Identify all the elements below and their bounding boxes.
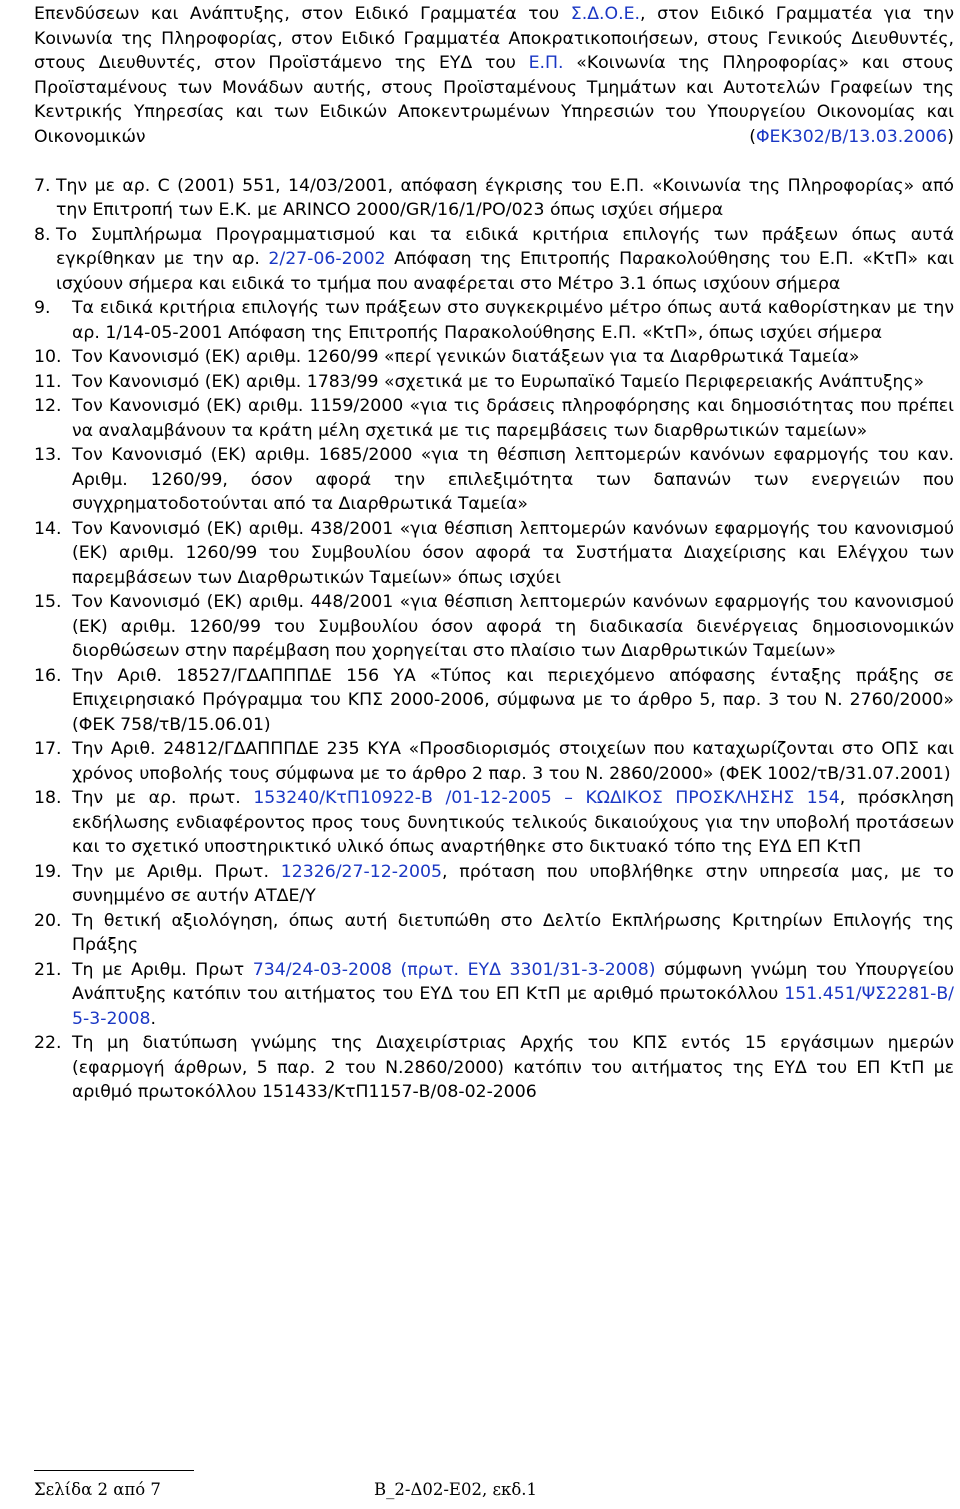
list-item-18 bbox=[34, 786, 954, 860]
item-text: Τη μη διατύπωση γνώμης της Διαχειρίστριας Αρχής του ΚΠΣ εντός 15 εργάσιμων ημερών (εφαρμογή άρθρων, 5 παρ. 2 του Ν.2860/2000) κατόπιν του αιτήματος της ΕΥΔ του ΕΠ ΚτΠ με αριθμό πρωτοκόλλου 151433/ΚτΠ1157-Β/08-02-2006 bbox=[72, 1033, 954, 1102]
list-item-19 bbox=[34, 860, 954, 909]
item-number: 19. bbox=[34, 861, 62, 882]
item-number: 11. bbox=[34, 371, 62, 392]
item-text: Τον Κανονισμό (ΕΚ) αριθμ. 1159/2000 «για τις δράσεις πληροφόρησης και δημοσιότητας που πρέπει να αναλαμβάνουν τα κράτη μέλη σχετικά με τις παρεμβάσεις των διαρθρωτικών ταμείων» bbox=[72, 396, 954, 441]
item-number: 15. bbox=[34, 592, 62, 612]
item-number: 12. bbox=[34, 396, 62, 416]
item-number: 10. bbox=[34, 347, 62, 367]
intro-text-4: ) bbox=[947, 126, 954, 147]
intro-text-1: Επενδύσεων και Ανάπτυξης, στον Ειδικό Γραμματέα του bbox=[34, 4, 571, 24]
item-number: 13. bbox=[34, 445, 62, 465]
list-item-7 bbox=[0, 174, 954, 223]
item-number: 8. bbox=[34, 224, 51, 245]
fek-link[interactable]: ΦΕΚ302/Β/13.03.2006 bbox=[755, 126, 948, 147]
intro-text-2: , στον Ειδικό Γραμματέα για την Κοινωνία της Πληροφορίας, στον Ειδικό Γραμματέα Αποκρατικοποιήσεων, στους Γενικούς Διευθυντές, στους Διευθυντές, στον Προϊστάμενο της ΕΥΔ του bbox=[34, 4, 954, 73]
item-text-post: Απόφαση της Επιτροπής Παρακολούθησης του Ε.Π. «ΚτΠ» και ισχύουν σήμερα και ειδικά το τμήμα που αναφέρεται στο Μέτρο 3.1 όπως ισχύουν σήμερα bbox=[56, 249, 954, 294]
decision-link[interactable]: 2/27-06-2002 bbox=[268, 249, 386, 269]
item-number: 9. bbox=[34, 298, 51, 318]
item-number: 16. bbox=[34, 665, 62, 686]
item-number: 20. bbox=[34, 910, 62, 931]
list-item-14 bbox=[34, 517, 954, 591]
item-number: 22. bbox=[34, 1033, 62, 1053]
item-text-post-2: . bbox=[150, 1008, 156, 1029]
item-text bbox=[56, 223, 954, 297]
list-item-11 bbox=[34, 370, 954, 395]
item-text: Τη θετική αξιολόγηση, όπως αυτή διετυπώθη στο Δελτίο Εκπλήρωσης Κριτηρίων Επιλογής της Πράξης bbox=[72, 910, 954, 955]
item-text bbox=[72, 958, 954, 1032]
item-text-pre: Το Συμπλήρωμα Προγραμματισμού και τα ειδικά κριτήρια επιλογής των πράξεων όπως αυτά εγκρίθηκαν με την αρ. bbox=[56, 224, 954, 269]
document-body bbox=[34, 2, 954, 1105]
item-number: 7. bbox=[34, 175, 51, 196]
page-footer bbox=[34, 1478, 934, 1504]
item-text-post: σύμφωνη γνώμη του Υπουργείου Ανάπτυξης κατόπιν του αιτήματος του ΕΥΔ του ΕΠ ΚτΠ με αριθμό πρωτοκόλλου bbox=[72, 959, 954, 1004]
list-item-13 bbox=[34, 443, 954, 517]
list-item-9 bbox=[34, 296, 954, 345]
item-text-pre: Τη με Αριθμ. Πρωτ bbox=[72, 959, 253, 980]
item-text: Την Αριθ. 18527/ΓΔΑΠΠΠΔΕ 156 ΥΑ «Τύπος και περιεχόμενο απόφασης ένταξης πράξης σε Επιχειρησιακό Πρόγραμμα του ΚΠΣ 2000-2006, σύμφωνα με το άρθρο 5, παρ. 3 του Ν. 2760/2000» (ΦΕΚ 758/τΒ/15.06.01) bbox=[72, 665, 954, 735]
proposal-link[interactable]: 12326/27-12-2005 bbox=[280, 861, 442, 882]
item-text bbox=[72, 860, 954, 909]
ep-link[interactable]: Ε.Π. bbox=[528, 53, 564, 73]
footer-divider bbox=[34, 1470, 194, 1471]
item-text-post: , πρόσκληση εκδήλωσης ενδιαφέροντος προς τους δυνητικούς τελικούς δικαιούχους για την υποβολή προτάσεων και το σχετικό υποστηρικτικό υλικό όπως αναρτήθηκε στο δικτυακό τόπο της ΕΥΔ ΕΠ ΚτΠ bbox=[72, 788, 954, 857]
list-item-10 bbox=[34, 345, 954, 370]
item-text: Την με αρ. C (2001) 551, 14/03/2001, απόφαση έγκρισης του Ε.Π. «Κοινωνία της Πληροφορίας» από την Επιτροπή των Ε.Κ. με ARINCO 2000/GR/16/1/PO/023 όπως ισχύει σήμερα bbox=[56, 175, 954, 220]
opinion-link[interactable]: 734/24-03-2008 (πρωτ. ΕΥΔ 3301/31-3-2008) bbox=[252, 959, 656, 980]
list-item-20 bbox=[34, 909, 954, 958]
intro-text-3: «Κοινωνία της Πληροφορίας» και στους Προϊσταμένους των Μονάδων αυτής, στους Προϊσταμένους Τμημάτων και Αυτοτελών Γραφείων της Κεντρικής Υπηρεσίας και των Ειδικών Αποκεντρωμένων Υπηρεσιών του Υπουργείου Οικονομίας και Οικονομικών ( bbox=[34, 53, 954, 147]
intro-paragraph bbox=[34, 2, 954, 174]
item-text: Τον Κανονισμό (ΕΚ) αριθμ. 1685/2000 «για τη θέσπιση λεπτομερών κανόνων εφαρμογής του καν. Αριθμ. 1260/99, όσον αφορά την επιλεξιμότητα των δαπανών των ενεργειών που συγχρηματοδοτούνται από τα Διαρθρωτικά Ταμεία» bbox=[72, 445, 954, 514]
item-text: Τον Κανονισμό (ΕΚ) αριθμ. 1260/99 «περί γενικών διατάξεων για τα Διαρθρωτικά Ταμεία» bbox=[72, 347, 860, 367]
item-number: 17. bbox=[34, 739, 62, 759]
sdoe-link[interactable]: Σ.Δ.Ο.Ε. bbox=[570, 4, 641, 24]
list-item-22 bbox=[34, 1031, 954, 1105]
item-number: 21. bbox=[34, 959, 62, 980]
list-item-17 bbox=[34, 737, 954, 786]
item-text-post: , πρόταση που υποβλήθηκε στην υπηρεσία μας, με το συνημμένο σε αυτήν ΑΤΔΕ/Υ bbox=[72, 861, 954, 906]
item-number: 14. bbox=[34, 518, 62, 539]
item-text: Την Αριθ. 24812/ΓΔΑΠΠΠΔΕ 235 ΚΥΑ «Προσδιορισμός στοιχείων που καταχωρίζονται στο ΟΠΣ και χρόνος υποβολής τους σύμφωνα με το άρθρο 2 παρ. 3 του Ν. 2860/2000» (ΦΕΚ 1002/τΒ/31.07.2001) bbox=[72, 739, 954, 784]
document-code: Β_2-Δ02-Ε02, εκδ.1 bbox=[374, 1480, 538, 1499]
list-item-15 bbox=[34, 590, 954, 664]
item-text: Τα ειδικά κριτήρια επιλογής των πράξεων στο συγκεκριμένο μέτρο όπως αυτά καθορίστηκαν με την αρ. 1/14-05-2001 Απόφαση της Επιτροπής Παρακολούθησης Ε.Π. «ΚτΠ», όπως ισχύει σήμερα bbox=[72, 298, 954, 343]
list-item-8 bbox=[34, 223, 954, 297]
item-text: Τον Κανονισμό (ΕΚ) αριθμ. 438/2001 «για θέσπιση λεπτομερών κανόνων εφαρμογής του κανονισμού (ΕΚ) αριθμ. 1260/99 του Συμβουλίου όσον αφορά τα Συστήματα Διαχείρισης και Ελέγχου των παρεμβάσεων των Διαρθρωτικών Ταμείων» όπως ισχύει bbox=[72, 518, 954, 588]
protocol-link[interactable]: 151.451/ΨΣ2281-Β/ 5-3-2008 bbox=[72, 984, 954, 1029]
list-item-12 bbox=[34, 394, 954, 443]
item-text: Τον Κανονισμό (ΕΚ) αριθμ. 1783/99 «σχετικά με το Ευρωπαϊκό Ταμείο Περιφερειακής Ανάπτυξης» bbox=[72, 371, 925, 392]
item-text-pre: Την με αρ. πρωτ. bbox=[72, 788, 254, 808]
list-item-21 bbox=[34, 958, 954, 1032]
item-text: Τον Κανονισμό (ΕΚ) αριθμ. 448/2001 «για θέσπιση λεπτομερών κανόνων εφαρμογής του κανονισμού (ΕΚ) αριθμ. 1260/99 του Συμβουλίου όσον αφορά τη διαδικασία διενέργειας δημοσιονομικών διορθώσεων στην παρέμβαση που χορηγείται στο πλαίσιο των Διαρθρωτικών Ταμείων» bbox=[72, 592, 954, 661]
list-item-16 bbox=[34, 664, 954, 738]
page-number: Σελίδα 2 από 7 bbox=[34, 1480, 161, 1499]
item-text-pre: Την με Αριθμ. Πρωτ. bbox=[72, 861, 281, 882]
item-text bbox=[72, 786, 954, 860]
item-number: 18. bbox=[34, 788, 62, 808]
invitation-link[interactable]: 153240/ΚτΠ10922-Β /01-12-2005 – ΚΩΔΙΚΟΣ ΠΡΟΣΚΛΗΣΗΣ 154 bbox=[253, 788, 840, 808]
